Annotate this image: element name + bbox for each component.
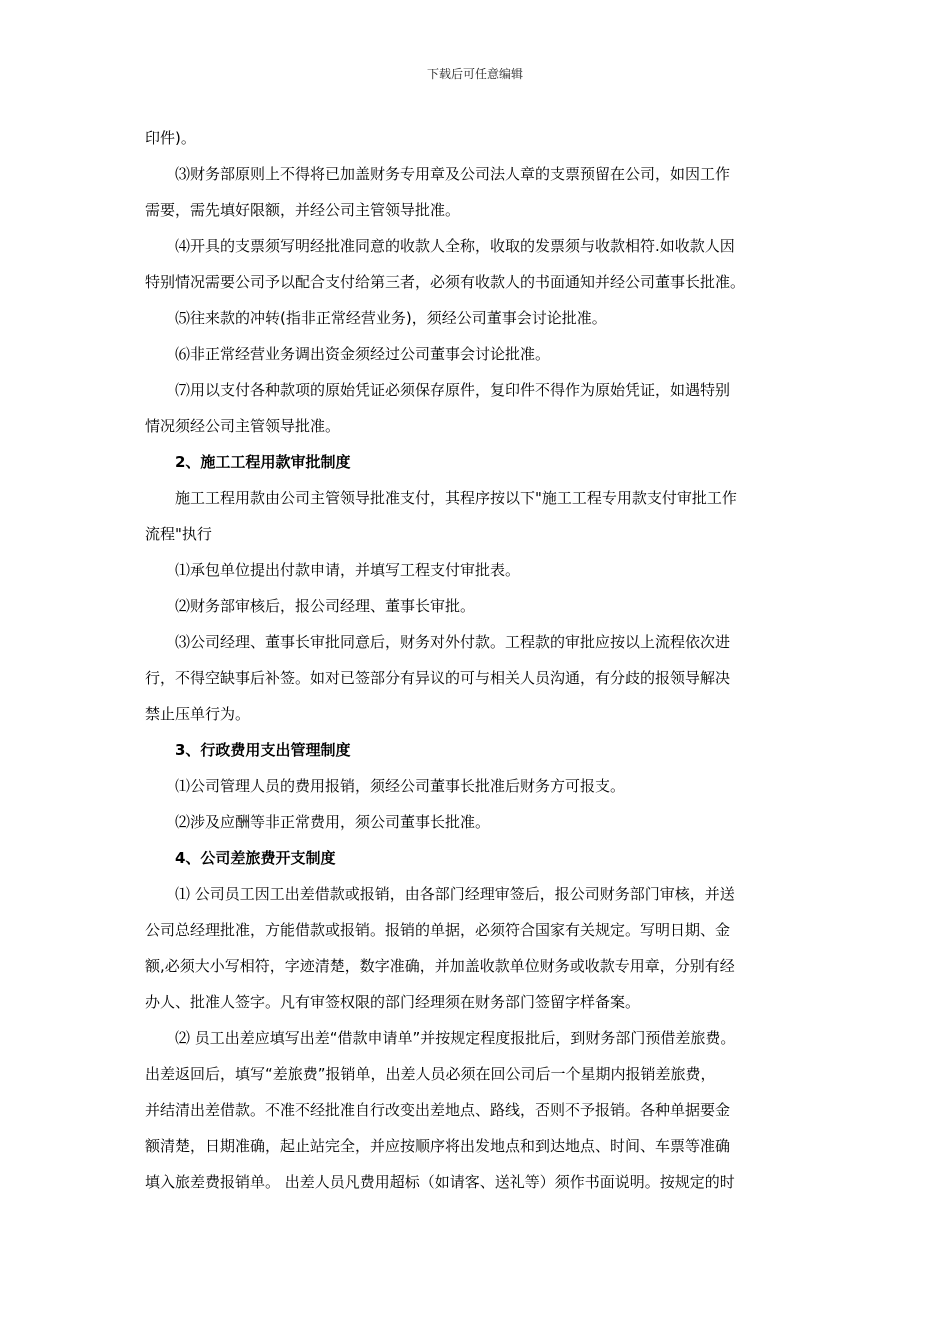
- text-line: ⑷开具的支票须写明经批准同意的收款人全称，收取的发票须与收款相符.如收款人因: [175, 237, 735, 255]
- text-line: 办人、批准人签字。凡有审签权限的部门经理须在财务部门签留字样备案。: [145, 993, 641, 1011]
- text-line: 行，不得空缺事后补签。如对已签部分有异议的可与相关人员沟通，有分歧的报领导解决: [145, 669, 731, 687]
- text-line: 出差返回后，填写“差旅费”报销单，出差人员必须在回公司后一个星期内报销差旅费，: [145, 1065, 716, 1083]
- text-line: ⑸往来款的冲转(指非正常经营业务)，须经公司董事会讨论批准。: [175, 309, 607, 327]
- text-line: ⑵财务部审核后，报公司经理、董事长审批。: [175, 597, 476, 615]
- text-line: ⑴公司管理人员的费用报销，须经公司董事长批准后财务方可报支。: [175, 777, 626, 795]
- text-line: ⑺用以支付各种款项的原始凭证必须保存原件，复印件不得作为原始凭证，如遇特别: [175, 381, 731, 399]
- text-line: 印件)。: [145, 129, 196, 147]
- page-header: 下载后可任意编辑: [426, 67, 523, 81]
- text-line: ⑹非正常经营业务调出资金须经过公司董事会讨论批准。: [175, 345, 551, 363]
- section-heading: 4、公司差旅费开支制度: [175, 849, 336, 867]
- text-line: 并结清出差借款。不准不经批准自行改变出差地点、路线，否则不予报销。各种单据要金: [145, 1101, 731, 1119]
- text-line: 施工工程用款由公司主管领导批准支付，其程序按以下"施工工程专用款支付审批工作: [175, 489, 737, 507]
- text-line: ⑵涉及应酬等非正常费用，须公司董事长批准。: [175, 813, 491, 831]
- section-heading: 2、施工工程用款审批制度: [175, 453, 351, 471]
- text-line: ⑶财务部原则上不得将已加盖财务专用章及公司法人章的支票预留在公司，如因工作: [175, 165, 731, 183]
- text-line: 额清楚，日期准确，起止站完全，并应按顺序将出发地点和到达地点、时间、车票等准确: [145, 1137, 731, 1155]
- text-line: 特别情况需要公司予以配合支付给第三者，必须有收款人的书面通知并经公司董事长批准。: [145, 273, 746, 291]
- text-line: ⑵ 员工出差应填写出差“借款申请单”并按规定程度报批后，到财务部门预借差旅费。: [175, 1029, 736, 1047]
- text-line: 禁止压单行为。: [145, 705, 251, 723]
- text-line: 额,必须大小写相符，字迹清楚，数字准确，并加盖收款单位财务或收款专用章，分别有经: [145, 957, 735, 975]
- text-line: ⑶公司经理、董事长审批同意后，财务对外付款。工程款的审批应按以上流程依次进: [175, 633, 731, 651]
- section-heading: 3、行政费用支出管理制度: [175, 741, 351, 759]
- text-line: ⑴ 公司员工因工出差借款或报销，由各部门经理审签后，报公司财务部门审核，并送: [175, 885, 735, 903]
- text-line: ⑴承包单位提出付款申请，并填写工程支付审批表。: [175, 561, 521, 579]
- document-body: [145, 120, 820, 1200]
- text-line: 公司总经理批准，方能借款或报销。报销的单据，必须符合国家有关规定。写明日期、金: [145, 921, 731, 939]
- text-line: 情况须经公司主管领导批准。: [145, 417, 341, 435]
- text-line: 填入旅差费报销单。 出差人员凡费用超标（如请客、送礼等）须作书面说明。按规定的时: [145, 1173, 735, 1191]
- text-line: 流程"执行: [145, 525, 212, 543]
- text-line: 需要，需先填好限额，并经公司主管领导批准。: [145, 201, 461, 219]
